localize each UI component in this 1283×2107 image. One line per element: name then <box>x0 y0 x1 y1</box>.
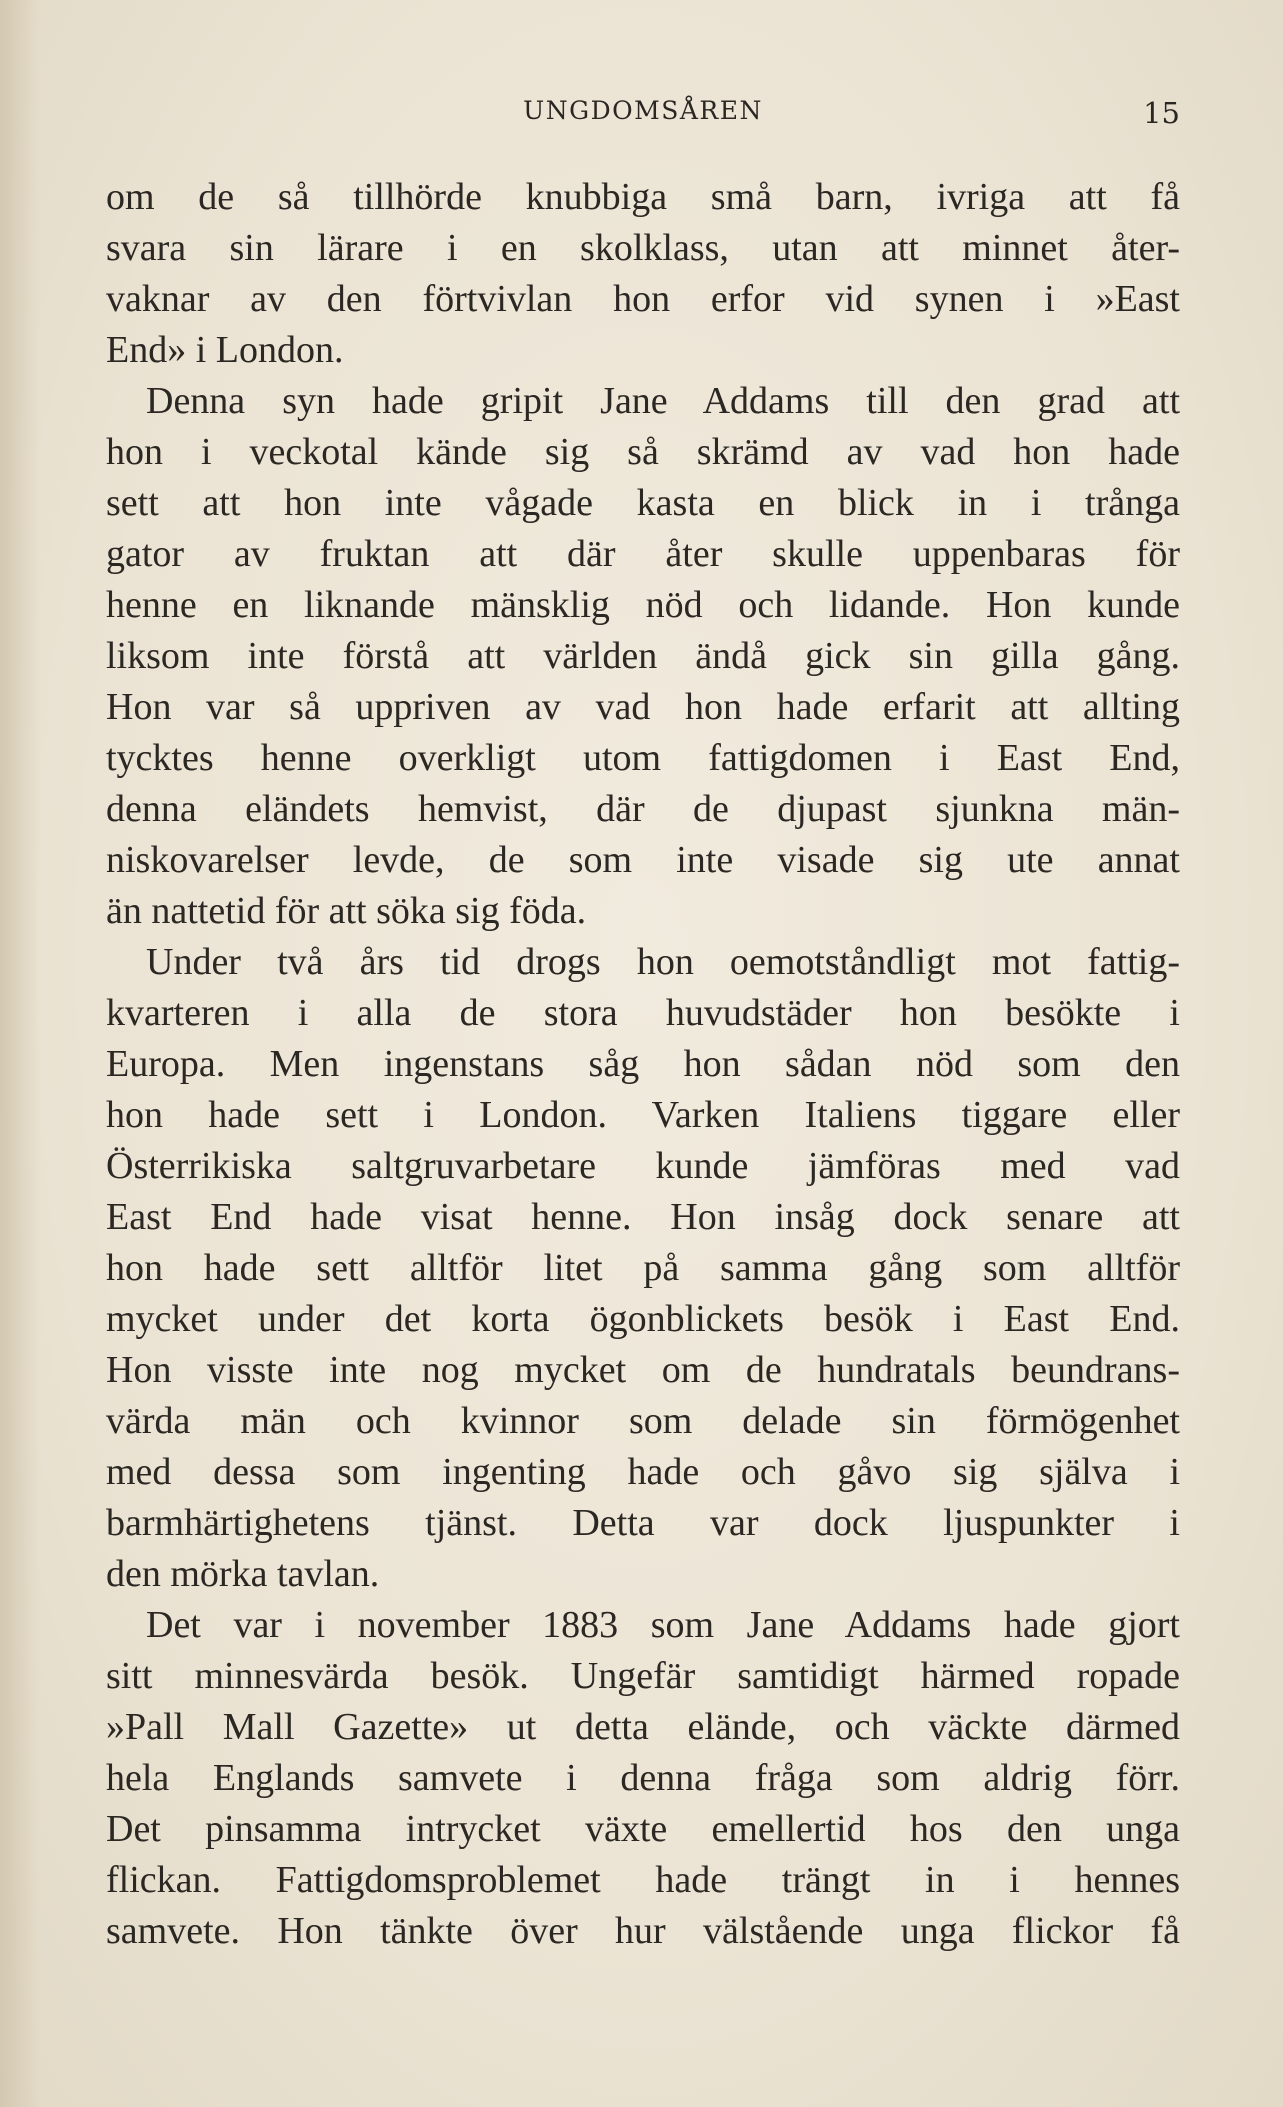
text-line: henne en liknande mänsklig nöd och lidande. Hon kunde <box>106 584 1180 626</box>
text-line: kvarteren i alla de stora huvudstäder hon besökte i <box>106 992 1180 1034</box>
text-line: denna eländets hemvist, där de djupast sjunkna män- <box>106 788 1180 830</box>
text-line: hon hade sett alltför litet på samma gång som alltför <box>106 1247 1180 1289</box>
text-line: Österrikiska saltgruvarbetare kunde jämföras med vad <box>106 1145 1180 1187</box>
text-line: tycktes henne overkligt utom fattigdomen i East End, <box>106 737 1180 779</box>
running-header <box>106 96 1180 136</box>
text-line: gator av fruktan att där åter skulle uppenbaras för <box>106 533 1180 575</box>
text-line: »Pall Mall Gazette» ut detta elände, och väckte därmed <box>106 1706 1180 1748</box>
text-line: niskovarelser levde, de som inte visade sig ute annat <box>106 839 1180 881</box>
text-line: hon hade sett i London. Varken Italiens tiggare eller <box>106 1094 1180 1136</box>
text-line: vaknar av den förtvivlan hon erfor vid synen i »East <box>106 278 1180 320</box>
page-number: 15 <box>1143 96 1180 130</box>
paragraph-end-line: än nattetid för att söka sig föda. <box>106 890 587 932</box>
text-line: Det pinsamma intrycket växte emellertid hos den unga <box>106 1808 1180 1850</box>
text-line: samvete. Hon tänkte över hur välstående unga flickor få <box>106 1910 1180 1952</box>
text-line: sitt minnesvärda besök. Ungefär samtidigt härmed ropade <box>106 1655 1180 1697</box>
text-line: liksom inte förstå att världen ändå gick sin gilla gång. <box>106 635 1180 677</box>
paragraph-start-line: Det var i november 1883 som Jane Addams hade gjort <box>146 1604 1180 1646</box>
running-title: UNGDOMSÅREN <box>523 96 763 125</box>
paragraph-start-line: Denna syn hade gripit Jane Addams till den grad att <box>146 380 1180 422</box>
text-line: East End hade visat henne. Hon insåg dock senare att <box>106 1196 1180 1238</box>
text-line: mycket under det korta ögonblickets besök i East End. <box>106 1298 1180 1340</box>
page-gutter-shadow <box>0 0 40 2107</box>
text-line: Hon visste inte nog mycket om de hundratals beundrans- <box>106 1349 1180 1391</box>
text-line: värda män och kvinnor som delade sin förmögenhet <box>106 1400 1180 1442</box>
text-line: om de så tillhörde knubbiga små barn, ivriga att få <box>106 176 1180 218</box>
text-line: hon i veckotal kände sig så skrämd av vad hon hade <box>106 431 1180 473</box>
paragraph-end-line: den mörka tavlan. <box>106 1553 380 1595</box>
text-line: sett att hon inte vågade kasta en blick in i trånga <box>106 482 1180 524</box>
paragraph-start-line: Under två års tid drogs hon oemotståndligt mot fattig- <box>146 941 1180 983</box>
text-line: flickan. Fattigdomsproblemet hade trängt in i hennes <box>106 1859 1180 1901</box>
paragraph-end-line: End» i London. <box>106 329 344 371</box>
text-line: svara sin lärare i en skolklass, utan att minnet åter- <box>106 227 1180 269</box>
body-text <box>106 172 1180 1957</box>
text-line: Europa. Men ingenstans såg hon sådan nöd som den <box>106 1043 1180 1085</box>
text-line: med dessa som ingenting hade och gåvo sig själva i <box>106 1451 1180 1493</box>
text-line: Hon var så uppriven av vad hon hade erfarit att allting <box>106 686 1180 728</box>
text-line: barmhärtighetens tjänst. Detta var dock ljuspunkter i <box>106 1502 1180 1544</box>
text-line: hela Englands samvete i denna fråga som aldrig förr. <box>106 1757 1180 1799</box>
